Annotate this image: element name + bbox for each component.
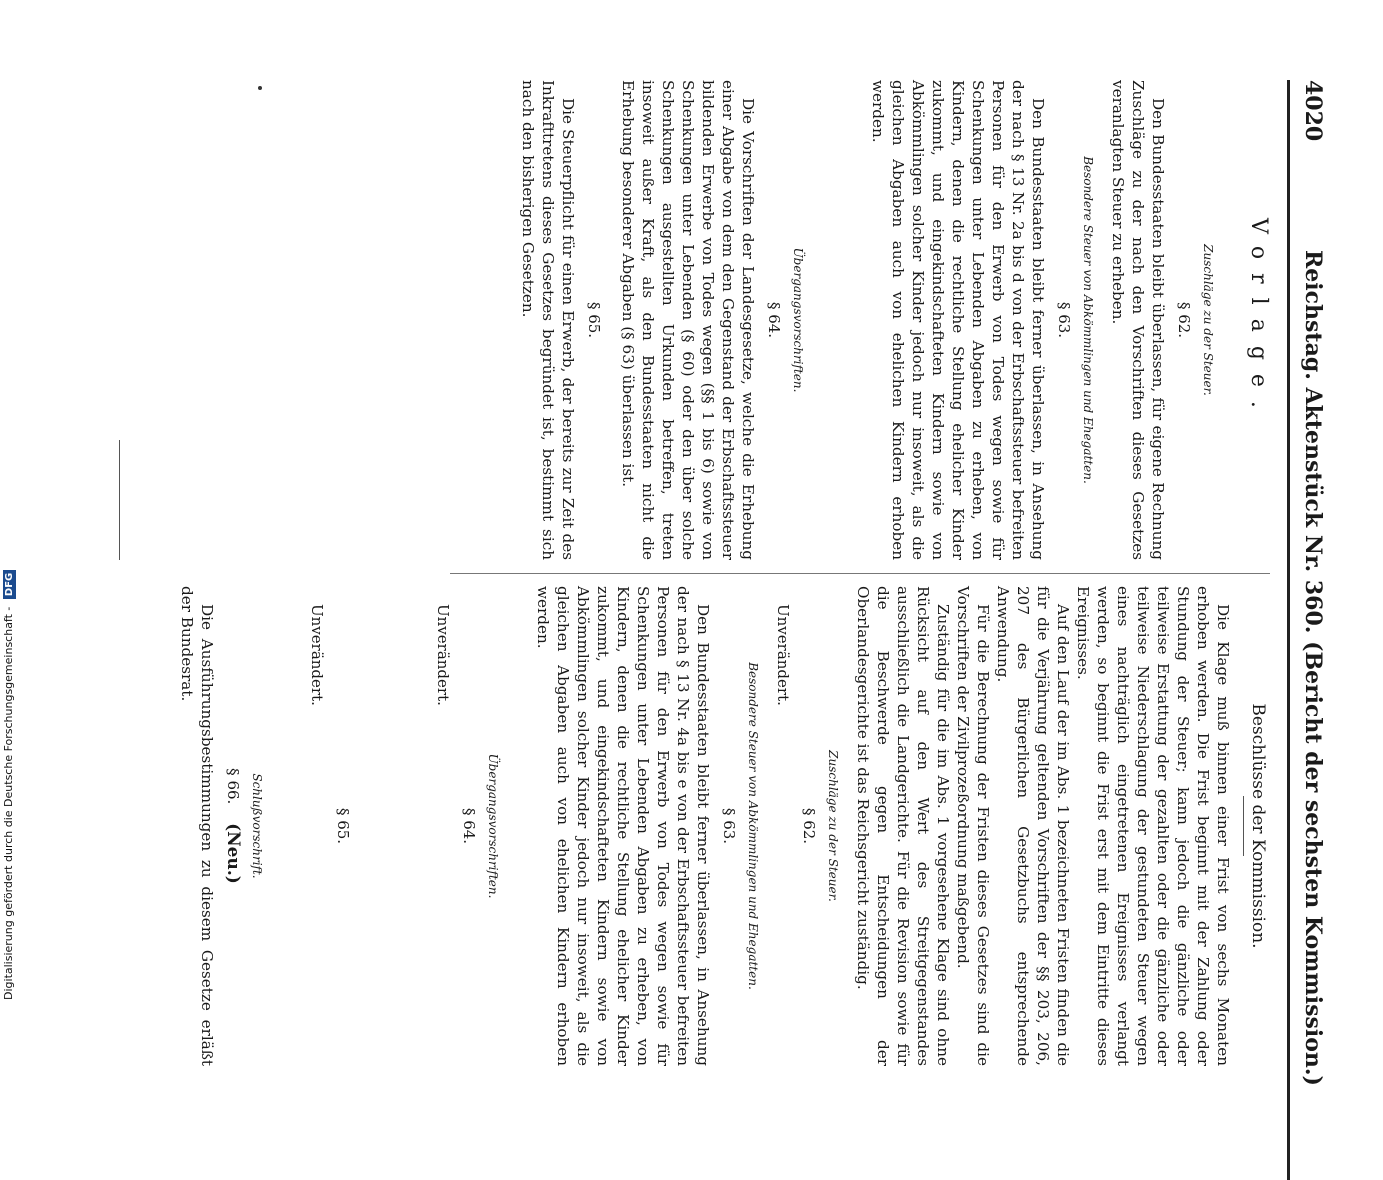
speck — [258, 86, 262, 90]
page-title: Reichstag. Aktenstück Nr. 360. (Bericht der sechsten Kommission.) — [1300, 250, 1326, 1086]
bottom-rule — [119, 440, 120, 560]
unchanged-62: Unverändert. — [774, 604, 792, 706]
paragraph-zustaendig: Zuständig für die im Abs. 1 vorgesehene Klage sind ohne Rücksicht auf den Wert des Streitgegenstandes ausschließlich die Landgerichte. Für die Revision sowie für die Beschwerde gegen Entscheidungen der Oberlandesgerichte ist das Reichsgericht zuständig. — [854, 586, 952, 1066]
paragraph-63-right: Den Bundesstaaten bleibt ferner überlassen, in Ansehung der nach § 13 Nr. 4a bis e von der Erbschaftssteuer befreiten Personen für den Erwerb von Todes wegen sowie für Schenkungen unter Lebenden Abgaben zu erheben, von Kindern, denen die rechtliche Stellung ehelicher Kinder zukommt, und eingekindschafteten Kindern sowie von Abkömmlingen solcher Kinder jedoch nur insoweit, als die gleichen Abgaben auch von ehelichen Kindern erhoben werden. — [534, 586, 712, 1066]
heading-zuschlaege: Zuschläge zu der Steuer. — [1201, 244, 1215, 396]
dfg-logo-icon: DFG — [3, 570, 16, 599]
section-62-right: § 62. — [800, 807, 818, 845]
paragraph-66: Die Ausführungsbestimmungen zu diesem Gesetze erläßt der Bundesrat. — [178, 586, 216, 1066]
heading-zuschlaege-right: Zuschläge zu der Steuer. — [826, 750, 840, 902]
header-rule — [1287, 80, 1290, 1180]
section-66-number: § 66. — [224, 768, 242, 805]
page-number: 4020 — [1300, 80, 1326, 142]
paragraph-65: Die Steuerpflicht für einen Erwerb, der bereits zur Zeit des Inkrafttretens dieses Gesetzes begründet ist, bestimmt sich nach den bisherigen Gesetzen. — [519, 80, 577, 560]
heading-besondere-steuer-right: Besondere Steuer von Abkömmlingen und Ehegatten. — [746, 662, 760, 990]
column-label-beschluesse: Beschlüsse der Kommission. — [1248, 703, 1268, 949]
column-label-vorlage: Vorlage. — [1246, 218, 1271, 422]
column-divider — [450, 573, 1270, 574]
section-62: § 62. — [1175, 301, 1193, 339]
section-65: § 65. — [585, 301, 603, 339]
column-vorlage — [518, 80, 1278, 560]
section-66 — [223, 586, 243, 1066]
page-header — [1292, 80, 1326, 1086]
heading-uebergang-right: Übergangsvorschriften. — [486, 753, 500, 899]
section-64: § 64. — [765, 301, 783, 339]
digitization-credit — [2, 570, 16, 1000]
paragraph-64: Die Vorschriften der Landesgesetze, welche die Erhebung einer Abgabe von dem den Gegenstand der Erbschaftssteuer bildenden Erwerbe von Todes wegen (§§ 1 bis 6) sowie von Schenkungen unter Lebenden (§ 60) oder den über solche Schenkungen ausgestellten Urkunden betreffen, treten insoweit außer Kraft, als den Bundesstaaten nicht die Erhebung besonderer Abgaben (§ 63) überlassen ist. — [619, 80, 757, 560]
section-65-right: § 65. — [334, 807, 352, 845]
credit-text: Digitalisierung gefördert durch die Deutsche Forschungsgemeinschaft - — [2, 606, 15, 1000]
new-marker: (Neu.) — [223, 823, 243, 884]
paragraph-lauf: Auf den Lauf der im Abs. 1 bezeichneten Fristen finden die für die Verjährung geltenden Vorschriften der §§ 203, 206, 207 des Bürgerlichen Gesetzbuchs entsprechende Anwendung. — [994, 586, 1072, 1066]
paragraph-63: Den Bundesstaaten bleibt ferner überlassen, in Ansehung der nach § 13 Nr. 2a bis d von der Erbschaftssteuer befreiten Personen für den Erwerb von Todes wegen sowie für Schenkungen unter Lebenden Abgaben zu erheben, von Kindern, denen die rechtliche Stellung ehelicher Kinder zukommt, und eingekindschafteten Kindern sowie von Abkömmlingen solcher Kinder jedoch nur insoweit, als die gleichen Abgaben auch von ehelichen Kindern erhoben werden. — [869, 80, 1047, 560]
label-rule — [1243, 796, 1244, 856]
section-63: § 63. — [1055, 301, 1073, 339]
paragraph-berechnung: Für die Berechnung der Fristen dieses Gesetzes sind die Vorschriften der Zivilprozeßordnung maßgebend. — [954, 586, 992, 1066]
section-63-right: § 63. — [720, 807, 738, 845]
column-beschluesse — [177, 586, 1278, 1066]
paragraph-62: Den Bundesstaaten bleibt überlassen, für eigene Rechnung Zuschläge zu der nach den Vorschriften dieses Gesetzes veranlagten Steuer zu erheben. — [1109, 80, 1167, 560]
heading-schluss: Schlußvorschrift. — [250, 773, 264, 879]
heading-uebergang: Übergangsvorschriften. — [791, 247, 805, 393]
unchanged-65: Unverändert. — [308, 604, 326, 706]
paragraph-klage: Die Klage muß binnen einer Frist von sechs Monaten erhoben werden. Die Frist beginnt mit der Zahlung oder Stundung der Steuer; kann jedoch die gänzliche oder teilweise Erstattung der gezahlten oder die gänzliche oder teilweise Niederschlagung der gestundeten Steuer wegen eines nachträglich eingetretenen Ereignisses verlangt werden, so beginnt die Frist erst mit dem Eintritte dieses Ereignisses. — [1074, 586, 1232, 1066]
unchanged-64: Unverändert. — [434, 604, 452, 706]
section-64-right: § 64. — [460, 807, 478, 845]
heading-besondere-steuer: Besondere Steuer von Abkömmlingen und Ehegatten. — [1081, 156, 1095, 484]
